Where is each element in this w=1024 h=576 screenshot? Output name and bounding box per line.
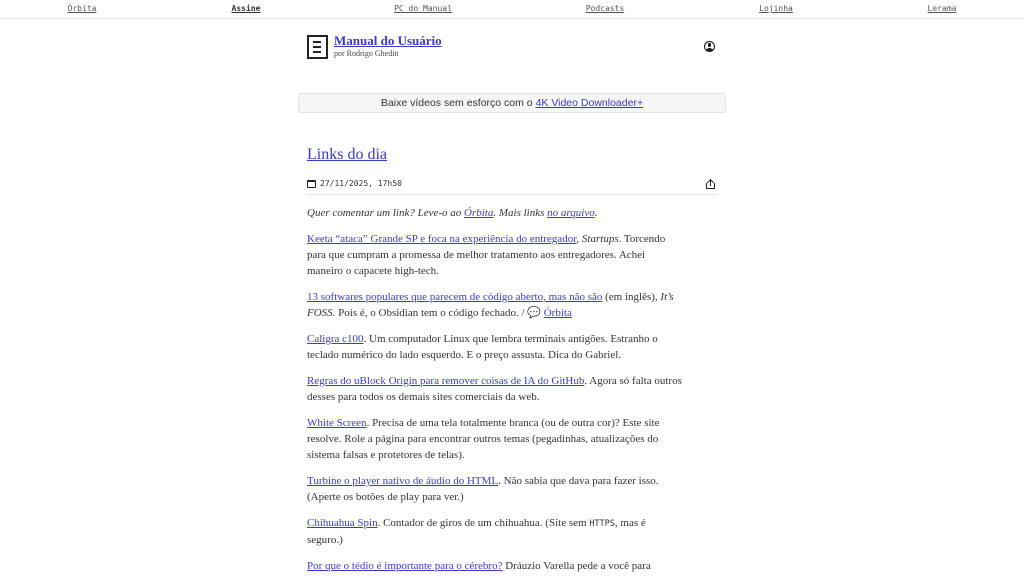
item-link[interactable]: Regras do uBlock Origin para remover coisas de IA do GitHub xyxy=(307,375,585,387)
user-icon[interactable] xyxy=(704,41,715,52)
nav-link-orbita[interactable]: Órbita xyxy=(67,4,97,13)
item-link[interactable]: Keeta “ataca” Grande SP e foca na experiência do entregador xyxy=(307,233,577,245)
intro-link-arquivo[interactable]: no arquivo xyxy=(547,207,595,219)
site-subtitle: por Rodrigo Ghedin xyxy=(334,49,399,58)
nav-link-pc-do-manual[interactable]: PC do Manual xyxy=(394,4,452,13)
list-item: Regras do uBlock Origin para remover coisas de IA do GitHub. Agora só falta outros desses para todos os demais sites comerciais da web. xyxy=(307,375,682,403)
item-link[interactable]: White Screen xyxy=(307,417,367,429)
document-icon[interactable] xyxy=(307,35,328,59)
list-item: Turbine o player nativo de áudio do HTML. Não sabia que dava para fazer isso. (Aperte os botões de play para ver.) xyxy=(307,475,659,503)
item-link-orbita[interactable]: Órbita xyxy=(543,307,572,319)
post-date: 27/11/2025, 17h50 xyxy=(320,179,402,188)
item-link[interactable]: Por que o tédio é importante para o cérebro? xyxy=(307,560,503,572)
site-header xyxy=(307,33,717,63)
item-link[interactable]: Chihuahua Spin xyxy=(307,517,378,529)
item-link[interactable]: Turbine o player nativo de áudio do HTML xyxy=(307,475,499,487)
post-intro: Quer comentar um link? Leve-o ao Órbita. Mais links no arquivo. xyxy=(307,207,598,219)
share-icon[interactable] xyxy=(706,179,715,189)
ad-text: Baixe vídeos sem esforço com o xyxy=(380,97,536,109)
post-content xyxy=(307,205,682,576)
post-title[interactable]: Links do dia xyxy=(307,146,387,163)
nav-link-lerama[interactable]: Lerama xyxy=(927,4,957,13)
top-navigation xyxy=(0,0,1024,19)
intro-link-orbita[interactable]: Órbita xyxy=(464,207,494,219)
nav-link-podcasts[interactable]: Podcasts xyxy=(585,4,625,13)
post-meta xyxy=(307,178,717,195)
ad-banner xyxy=(298,93,726,113)
list-item: Chihuahua Spin. Contador de giros de um chihuahua. (Site sem HTTPS, mas é seguro.) xyxy=(307,517,646,546)
site-title[interactable]: Manual do Usuário xyxy=(334,33,442,48)
list-item: White Screen. Precisa de uma tela totalmente branca (ou de outra cor)? Este site resolve. Role a página para encontrar outros temas (pegadinhas, atualizações do sistema falsas e protetores de telas). xyxy=(307,417,660,461)
item-link[interactable]: 13 softwares populares que parecem de código aberto, mas não são xyxy=(307,291,603,303)
list-item: Keeta “ataca” Grande SP e foca na experiência do entregador, Startups. Torcendo para que cumpram a promessa de melhor tratamento aos entregadores. Achei maneiro o capacete high-tech. xyxy=(307,233,666,277)
list-item: Caligra c100. Um computador Linux que lembra terminais antigões. Estranho o teclado numérico do lado esquerdo. E o preço assusta. Dica do Gabriel. xyxy=(307,333,658,361)
list-item: 13 softwares populares que parecem de código aberto, mas não são (em inglês), It’s FOSS. Pois é, o Obsidian tem o código fechado. / 💬 Órbita xyxy=(307,291,674,319)
nav-link-assine[interactable]: Assine xyxy=(231,4,261,13)
calendar-icon xyxy=(307,180,316,188)
list-item: Por que o tédio é importante para o cérebro? Dráuzio Varella pede a você para xyxy=(307,560,651,572)
nav-link-lojinha[interactable]: Lojinha xyxy=(759,4,793,13)
ad-link[interactable]: 4K Video Downloader+ xyxy=(535,97,644,109)
item-link[interactable]: Caligra c100 xyxy=(307,333,364,345)
